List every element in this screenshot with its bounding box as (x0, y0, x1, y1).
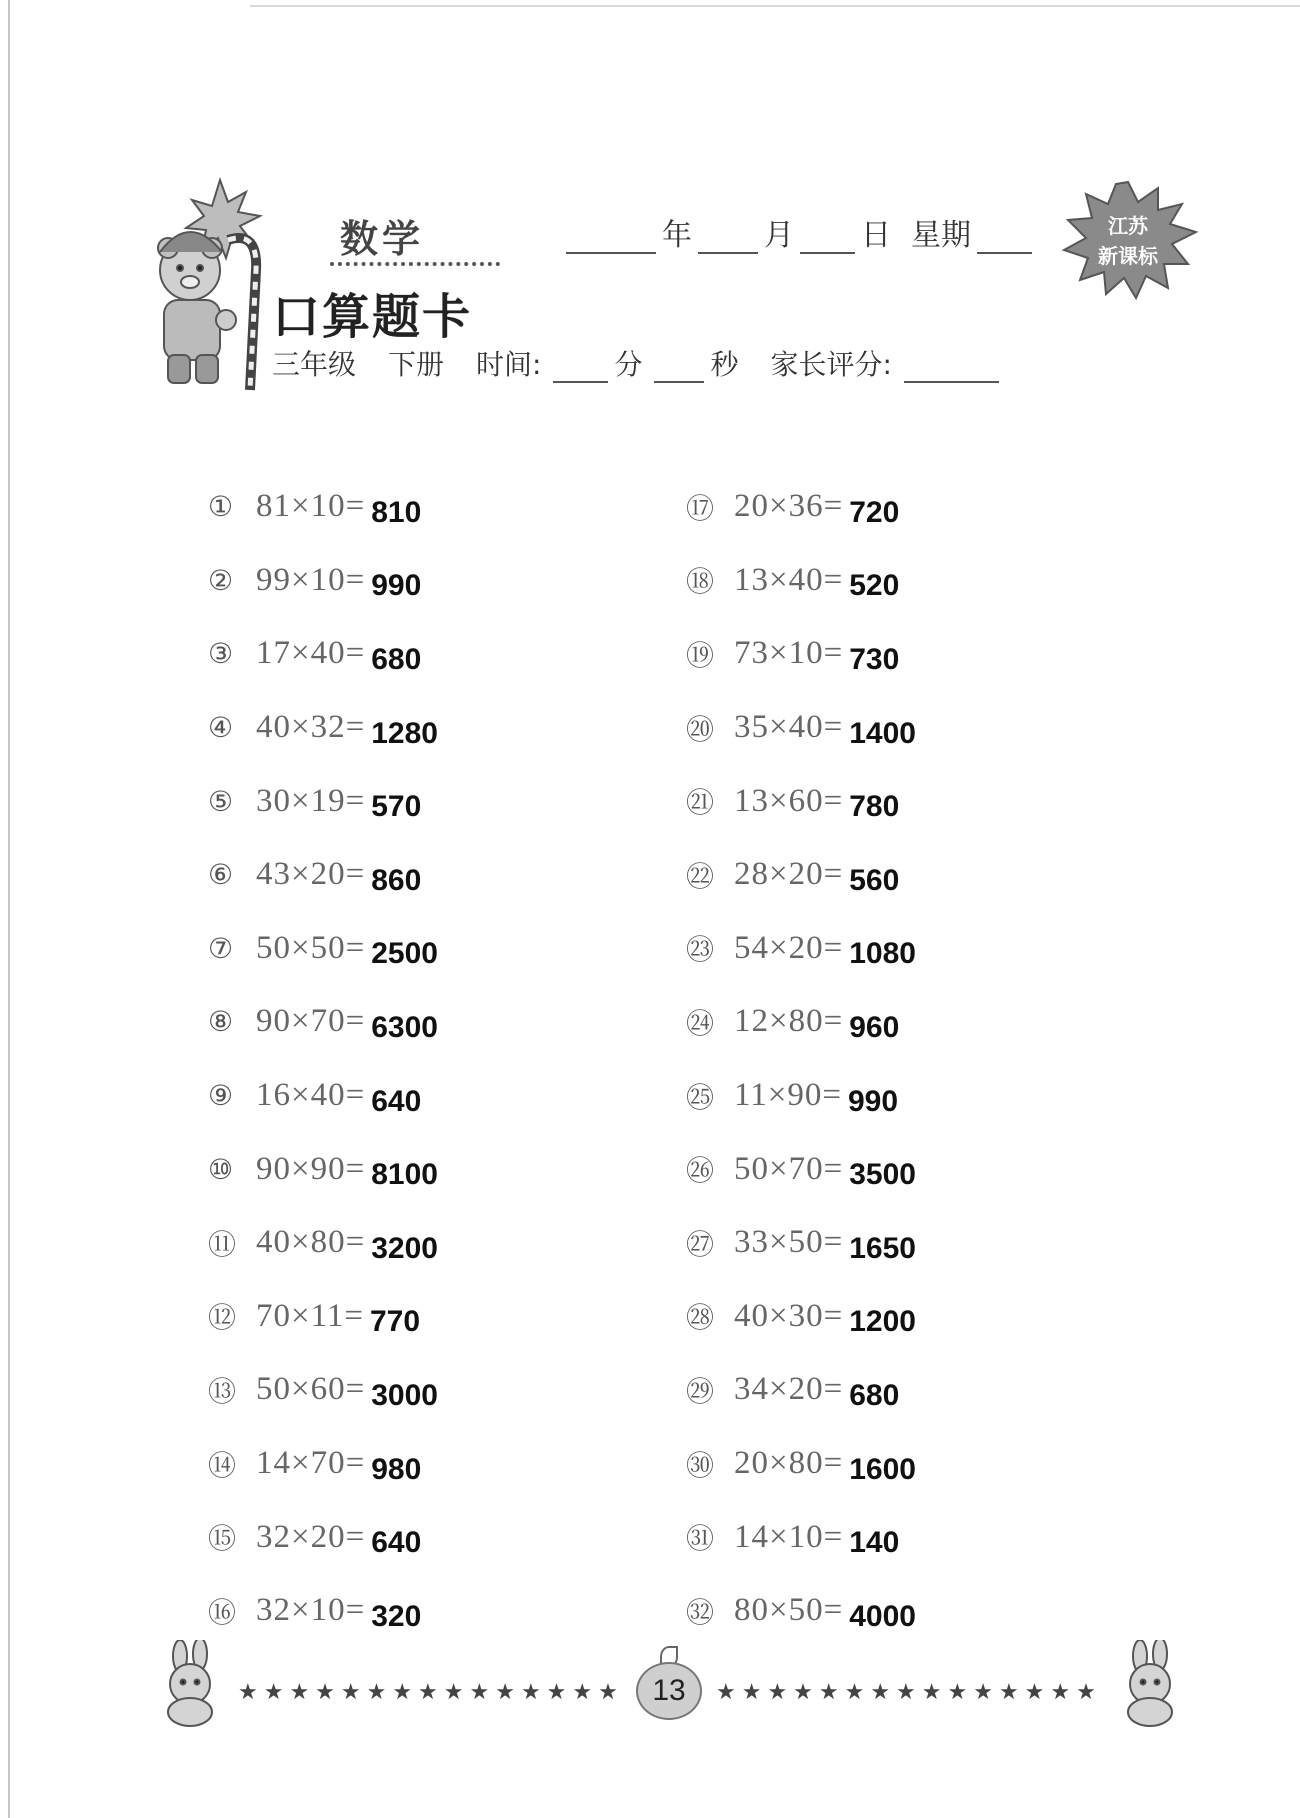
info-row (272, 343, 1005, 383)
day-blank[interactable] (800, 224, 855, 254)
problem-row (208, 1206, 728, 1280)
problem-answer: 730 (849, 642, 900, 676)
problem-number: ⑦ (208, 931, 234, 965)
problem-answer: 770 (370, 1305, 421, 1339)
problem-answer: 4000 (849, 1599, 916, 1633)
problem-answer: 860 (371, 863, 422, 897)
problem-answer: 8100 (371, 1158, 438, 1192)
minute-label: 分 (614, 348, 643, 381)
problem-expression: 50×60= (256, 1371, 366, 1408)
problem-answer: 520 (849, 569, 900, 603)
problem-answer: 570 (371, 790, 422, 824)
problem-expression: 13×60= (734, 782, 844, 819)
second-blank[interactable] (654, 353, 704, 383)
problem-row (208, 691, 728, 765)
problem-answer: 1600 (849, 1452, 916, 1486)
problem-answer: 1280 (371, 716, 438, 750)
problem-answer: 980 (371, 1452, 422, 1486)
problem-row (208, 470, 728, 544)
problem-row (686, 617, 1206, 691)
problem-number: ㉔ (686, 1006, 715, 1040)
problem-number: ⑤ (208, 784, 234, 818)
problem-expression: 33×50= (734, 1224, 844, 1261)
problem-expression: 11×90= (734, 1077, 842, 1114)
problem-answer: 640 (371, 1084, 422, 1118)
problem-answer: 320 (371, 1599, 422, 1633)
problem-row (686, 691, 1206, 765)
problem-row (686, 470, 1206, 544)
dotted-divider (330, 262, 500, 266)
problem-row (686, 544, 1206, 618)
parent-score-blank[interactable] (904, 353, 999, 383)
problem-row (686, 1059, 1206, 1133)
problem-expression: 14×70= (256, 1445, 366, 1482)
badge-line2: 新课标 (1098, 244, 1158, 268)
month-label: 月 (764, 218, 794, 253)
problem-answer: 3500 (849, 1158, 916, 1192)
grade-label: 三年级 (272, 348, 357, 381)
problem-number: ㉚ (686, 1448, 715, 1482)
weekday-label: 星期 (911, 218, 971, 253)
problem-row (208, 617, 728, 691)
problem-expression: 12×80= (734, 1003, 844, 1040)
problem-answer: 2500 (371, 937, 438, 971)
problem-expression: 50×70= (734, 1150, 844, 1187)
problem-number: ③ (208, 637, 234, 671)
problem-column-right (686, 470, 1206, 1648)
problem-number: ⑲ (686, 638, 715, 672)
problem-expression: 14×10= (734, 1518, 844, 1555)
problem-row (686, 1206, 1206, 1280)
problem-row (208, 1280, 728, 1354)
problem-answer: 140 (849, 1526, 900, 1560)
problem-number: ㉘ (686, 1301, 715, 1335)
problem-expression: 50×50= (256, 929, 366, 966)
problem-number: ⑫ (208, 1301, 237, 1335)
problem-number: ⑧ (208, 1005, 234, 1039)
problem-answer: 990 (848, 1084, 899, 1118)
problem-number: ⑰ (686, 491, 715, 525)
problem-number: ㉓ (686, 933, 715, 967)
problem-answer: 3000 (371, 1378, 438, 1412)
problem-row (208, 1574, 728, 1648)
problem-answer: 720 (849, 495, 900, 529)
problem-row (208, 1500, 728, 1574)
page-number: 13 (636, 1662, 702, 1720)
problem-expression: 35×40= (734, 709, 844, 746)
problem-expression: 16×40= (256, 1077, 366, 1114)
problem-answer: 560 (849, 863, 900, 897)
page-title: 口算题卡 (272, 289, 473, 345)
problem-answer: 680 (371, 642, 422, 676)
problem-row (686, 1280, 1206, 1354)
problem-answer: 6300 (371, 1010, 438, 1044)
problem-row (208, 1132, 728, 1206)
problem-expression: 80×50= (734, 1592, 844, 1629)
date-fields (560, 210, 1038, 254)
problem-number: ⑭ (208, 1448, 237, 1482)
problem-number: ⑱ (686, 565, 715, 599)
problem-expression: 34×20= (734, 1371, 844, 1408)
problem-number: ㉒ (686, 859, 715, 893)
volume-label: 下册 (388, 348, 445, 381)
problem-number: ⑪ (208, 1227, 237, 1261)
page-edge-line (8, 0, 10, 1818)
bunny-left-icon (150, 1640, 240, 1730)
problem-number: ② (208, 563, 234, 597)
problem-expression: 54×20= (734, 929, 844, 966)
problem-expression: 20×80= (734, 1445, 844, 1482)
problem-row (686, 764, 1206, 838)
problem-number: ④ (208, 711, 234, 745)
problem-expression: 40×30= (734, 1297, 844, 1334)
badge-line1: 江苏 (1108, 214, 1148, 238)
problem-row (208, 544, 728, 618)
problem-row (208, 838, 728, 912)
problem-row (686, 1353, 1206, 1427)
problem-expression: 32×20= (256, 1518, 366, 1555)
problem-answer: 960 (849, 1010, 900, 1044)
problem-number: ⑮ (208, 1522, 237, 1556)
time-label: 时间: (476, 348, 542, 381)
problem-number: ㉕ (686, 1080, 715, 1114)
problem-number: ㉜ (686, 1595, 715, 1629)
problem-row (686, 1500, 1206, 1574)
problem-number: ㉑ (686, 786, 715, 820)
subject-label: 数学 (340, 217, 425, 261)
problem-number: ㉗ (686, 1227, 715, 1261)
problem-answer: 3200 (371, 1231, 438, 1265)
month-blank[interactable] (698, 224, 758, 254)
problem-answer: 1650 (849, 1231, 916, 1265)
problem-answer: 1200 (849, 1305, 916, 1339)
page-top-line (250, 5, 1300, 7)
problem-row (686, 838, 1206, 912)
problem-expression: 13×40= (734, 561, 844, 598)
weekday-blank[interactable] (977, 224, 1032, 254)
parent-score-label: 家长评分: (770, 348, 892, 381)
year-label: 年 (662, 218, 692, 253)
problem-expression: 40×80= (256, 1224, 366, 1261)
problem-answer: 1080 (849, 937, 916, 971)
problem-expression: 81×10= (256, 488, 366, 525)
problem-expression: 32×10= (256, 1592, 366, 1629)
stars-right: ★★★★★★★★★★★★★★★ (716, 1680, 1102, 1705)
problem-answer: 810 (371, 495, 422, 529)
problem-expression: 30×19= (256, 782, 366, 819)
problem-expression: 20×36= (734, 488, 844, 525)
problem-row (686, 985, 1206, 1059)
problem-expression: 17×40= (256, 635, 366, 672)
problem-number: ⑯ (208, 1595, 237, 1629)
problem-expression: 43×20= (256, 856, 366, 893)
problem-column-left (208, 470, 728, 1648)
problem-number: ㉛ (686, 1522, 715, 1556)
problem-answer: 640 (371, 1526, 422, 1560)
problem-row (686, 1427, 1206, 1501)
problem-row (686, 1132, 1206, 1206)
problem-number: ⑨ (208, 1079, 234, 1113)
year-blank[interactable] (566, 224, 656, 254)
problem-row (208, 912, 728, 986)
problem-row (208, 1353, 728, 1427)
bunny-right-icon (1100, 1640, 1190, 1730)
problem-answer: 780 (849, 790, 900, 824)
problem-row (686, 1574, 1206, 1648)
bear-mascot-icon (150, 170, 270, 410)
problem-number: ⑩ (208, 1152, 234, 1186)
problem-expression: 28×20= (734, 856, 844, 893)
minute-blank[interactable] (553, 353, 608, 383)
problem-row (208, 985, 728, 1059)
second-label: 秒 (710, 348, 739, 381)
problem-number: ㉖ (686, 1154, 715, 1188)
problem-expression: 40×32= (256, 709, 366, 746)
problem-answer: 680 (849, 1378, 900, 1412)
problem-expression: 73×10= (734, 635, 844, 672)
problem-row (208, 1427, 728, 1501)
problem-answer: 1400 (849, 716, 916, 750)
stars-left: ★★★★★★★★★★★★★★★ (238, 1680, 624, 1705)
problem-row (208, 764, 728, 838)
problem-row (208, 1059, 728, 1133)
problem-number: ⑥ (208, 858, 234, 892)
problem-answer: 990 (371, 569, 422, 603)
problem-number: ⑬ (208, 1374, 237, 1408)
problem-number: ① (208, 490, 234, 524)
day-label: 日 (861, 218, 891, 253)
problem-number: ⑳ (686, 712, 715, 746)
problem-row (686, 912, 1206, 986)
problem-expression: 99×10= (256, 561, 366, 598)
problem-expression: 90×70= (256, 1003, 366, 1040)
problem-expression: 90×90= (256, 1150, 366, 1187)
problem-number: ㉙ (686, 1374, 715, 1408)
problem-expression: 70×11= (256, 1297, 364, 1334)
